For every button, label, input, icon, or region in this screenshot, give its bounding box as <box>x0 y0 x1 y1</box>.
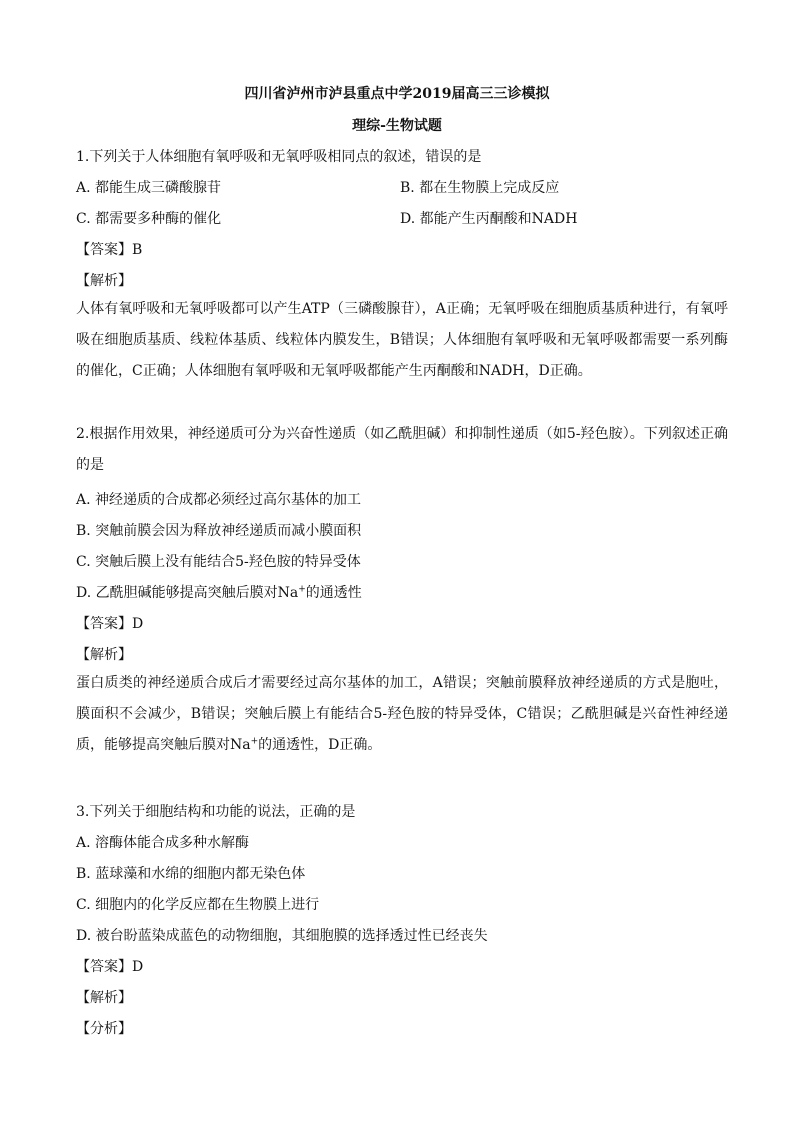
q1-analysis: 人体有氧呼吸和无氧呼吸都可以产生ATP（三磷酸腺苷），A正确；无氧呼吸在细胞质基质种进行，有氧呼吸在细胞质基质、线粒体基质、线粒体内膜发生，B错误；人体细胞有氧呼吸和无氧呼吸都需要一系列酶的催化，C正确；人体细胞有氧呼吸和无氧呼吸都能产生丙酮酸和NADH，D正确。 <box>76 301 728 379</box>
q3-option-a: A. 溶酶体能合成多种水解酶 <box>76 835 250 851</box>
q3-option-c: C. 细胞内的化学反应都在生物膜上进行 <box>76 897 320 913</box>
q3-fenxi-label: 【分析】 <box>76 1021 132 1037</box>
q1-stem: 1.下列关于人体细胞有氧呼吸和无氧呼吸相同点的叙述，错误的是 <box>76 149 482 165</box>
q2-analysis <box>76 668 728 761</box>
q2-option-b: B. 突触前膜会因为释放神经递质而减小膜面积 <box>76 523 362 539</box>
q2-option-d-text-end: 的通透性 <box>305 585 362 601</box>
q3-stem: 3.下列关于细胞结构和功能的说法，正确的是 <box>76 804 356 820</box>
q2-option-d-text: D. 乙酰胆碱能够提高突触后膜对Na <box>76 585 299 601</box>
q2-analysis-text: 蛋白质类的神经递质合成后才需要经过高尔基体的加工，A错误；突触前膜释放神经递质的方式是胞吐，膜面积不会减少，B错误；突触后膜上有能结合5-羟色胺的特异受体，C错误；乙酰胆碱是兴奋性神经递质，能够提高突触后膜对Na <box>76 675 728 753</box>
q2-option-a: A. 神经递质的合成都必须经过高尔基体的加工 <box>76 492 362 508</box>
q3-analysis-label: 【解析】 <box>76 990 132 1006</box>
superscript-plus: + <box>250 736 259 747</box>
q2-answer: 【答案】D <box>76 616 144 632</box>
q2-option-d <box>76 582 362 602</box>
document-subtitle: 理综-生物试题 <box>352 118 442 134</box>
q1-analysis-label: 【解析】 <box>76 273 132 289</box>
q1-option-b: B. 都在生物膜上完成反应 <box>400 180 560 196</box>
q3-answer: 【答案】D <box>76 959 144 975</box>
q2-option-c: C. 突触后膜上没有能结合5-羟色胺的特异受体 <box>76 554 361 570</box>
q2-analysis-label: 【解析】 <box>76 647 132 663</box>
q2-analysis-text-end: 的通透性，D正确。 <box>258 737 382 753</box>
q3-option-d: D. 被台盼蓝染成蓝色的动物细胞，其细胞膜的选择透过性已经丧失 <box>76 928 488 944</box>
q1-option-d: D. 都能产生丙酮酸和NADH <box>400 211 578 227</box>
q1-option-c: C. 都需要多种酶的催化 <box>76 211 222 227</box>
document-title: 四川省泸州市泸县重点中学2019届高三三诊模拟 <box>244 86 550 102</box>
q1-option-a: A. 都能生成三磷酸腺苷 <box>76 180 222 196</box>
q1-answer: 【答案】B <box>76 242 143 258</box>
q2-stem: 2.根据作用效果，神经递质可分为兴奋性递质（如乙酰胆碱）和抑制性递质（如5-羟色胺）。下列叙述正确的是 <box>76 426 728 473</box>
superscript-plus: + <box>298 584 306 595</box>
q3-option-b: B. 蓝球藻和水绵的细胞内都无染色体 <box>76 866 306 882</box>
